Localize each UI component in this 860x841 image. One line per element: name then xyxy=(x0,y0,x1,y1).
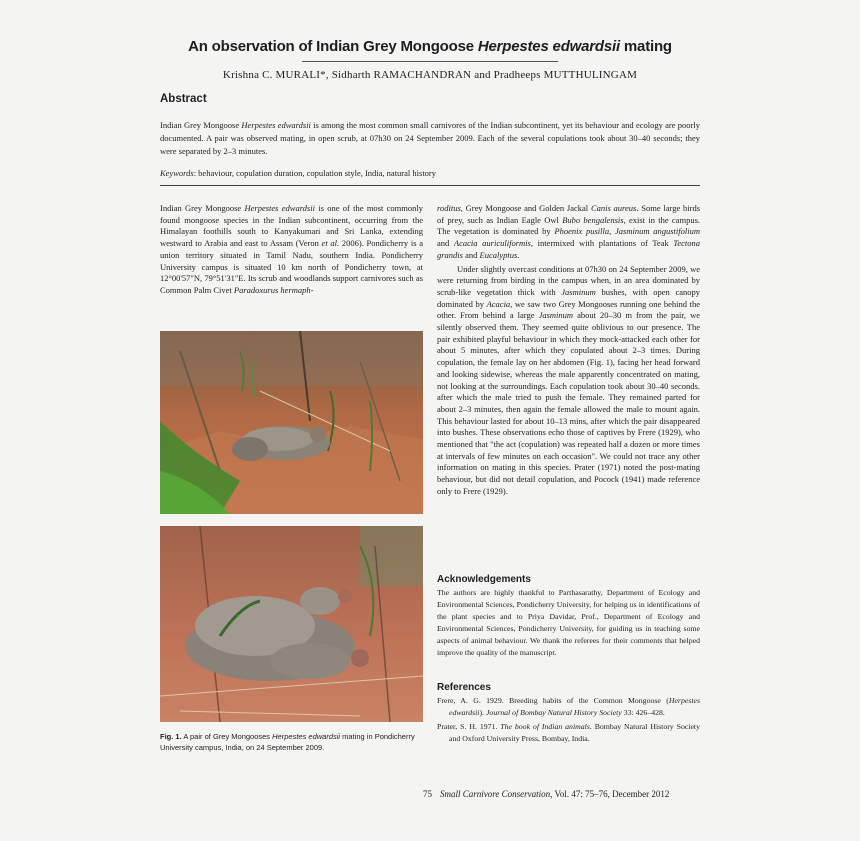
section-divider xyxy=(160,185,700,186)
reference-item: Frere, A. G. 1929. Breeding habits of the Common Mongoose (Herpestes edwardsii). Journal of Bombay Natural History Society 33: 426–428. xyxy=(437,696,700,717)
journal-details: , Vol. 47: 75–76, December 2012 xyxy=(550,789,670,799)
authors: Krishna C. MURALI*, Sidharth RAMACHANDRAN and Pradheeps MUTTHULINGAM xyxy=(222,69,638,81)
body-right-column xyxy=(437,203,700,498)
reference-item: Prater, S. H. 1971. The book of Indian animals. Bombay Natural History Society and Oxford University Press, Bombay, India. xyxy=(437,722,700,743)
page-footer xyxy=(423,789,669,799)
figure-caption: Fig. 1. A pair of Grey Mongooses Herpestes edwardsii mating in Pondicherry University campus, India, on 24 September 2009. xyxy=(160,732,415,752)
keywords: Keywords: behaviour, copulation duration, copulation style, India, natural history xyxy=(160,168,437,178)
abstract-text: Indian Grey Mongoose Herpestes edwardsii is among the most common small carnivores of the Indian subcontinent, yet its behaviour and ecology are poorly documented. A pair was observed mating, in open scrub, at 07h30 on 24 September 2009. Each of the several copulations took about 30–40 seconds; they were separated by 2–3 minutes. xyxy=(160,120,700,156)
mongoose-photo-bottom xyxy=(160,526,423,722)
journal-name: Small Carnivore Conservation xyxy=(440,789,551,799)
references-heading: References xyxy=(437,682,491,693)
article-title: An observation of Indian Grey Mongoose Herpestes edwardsii mating xyxy=(188,38,672,55)
references-list xyxy=(437,695,700,747)
title-rule xyxy=(302,61,558,62)
mongoose-photo-top xyxy=(160,331,423,514)
acknowledgements-heading: Acknowledgements xyxy=(437,574,531,585)
body-left-column: Indian Grey Mongoose Herpestes edwardsii is one of the most commonly found mongoose species in the Indian subcontinent, occurring from the Himalayan foothills south to Kanyakumari and Sri Lanka, extending westward to Arabia and east to Assam (Veron et al. 2006). Pondicherry is a union territory situated in Tamil Nadu, southern India. Pondicherry University campus is situated 10 km north of Pondicherry town, at 12°00'57"N, 79°51'31"E. Its scrub and woodlands support carnivores such as Common Palm Civet Paradoxurus hermaph- xyxy=(160,203,423,295)
acknowledgements-text: The authors are highly thankful to Parthasarathy, Department of Ecology and Environmental Sciences, Pondicherry University, for helping us in identifications of the plant species and to Priya Davidar, Prof., Department of Ecology and Environmental Sciences, Pondicherry University, for guiding us in teaching some aspects of animal behaviour. We thank the referees for their comments that helped improve the quality of the manuscript. xyxy=(437,588,700,657)
abstract-heading: Abstract xyxy=(160,93,207,105)
body-paragraph: roditus, Grey Mongoose and Golden Jackal Canis aureus. Some large birds of prey, such as Indian Eagle Owl Bubo bengalensis, exist in the campus. The vegetation is dominated by Phoenix pusilla, Jasminum angustifolium and Acacia auriculiformis, intermixed with plantations of Teak Tectona grandis and Eucalyptus. xyxy=(437,203,701,260)
page-number: 75 xyxy=(423,789,432,799)
body-paragraph: Under slightly overcast conditions at 07h30 on 24 September 2009, we were returning from birding in the campus when, in an area dominated by scrub-like vegetation thick with Jasminum bushes, with open canopy dominated by Acacia, we saw two Grey Mongooses running one behind the other. From behind a large Jasminum about 20–30 m from the pair, we silently observed them. They seemed quite oblivious to our presence. The pair exhibited playful behaviour in which they mock-attacked each other for about 5 minutes, after which they copulated about 2–3 times. During copulation, the female lay on her abdomen (Fig. 1), facing her head forward and looking sidewise, whereas the male apparently concentrated on mating, not looking at the surroundings. Each copulation took about 30–40 seconds. after which the male tried to push the female. They remained parted for about 2–3 minutes, then again the female allowed the male to mount again. This behaviour lasted for about 10–13 mins, after which the pair disappeared into bushes. These observations echo those of captives by Frere (1929), who mentioned that "the act (copulation) was repeated half a dozen or more times at intervals of few minutes on each occasion". We could not trace any other information on mating in this species. Prater (1971) noted the post-mating behaviour, but did not detail copulation, and Pocock (1941) made reference only to Frere (1929). xyxy=(437,263,700,496)
